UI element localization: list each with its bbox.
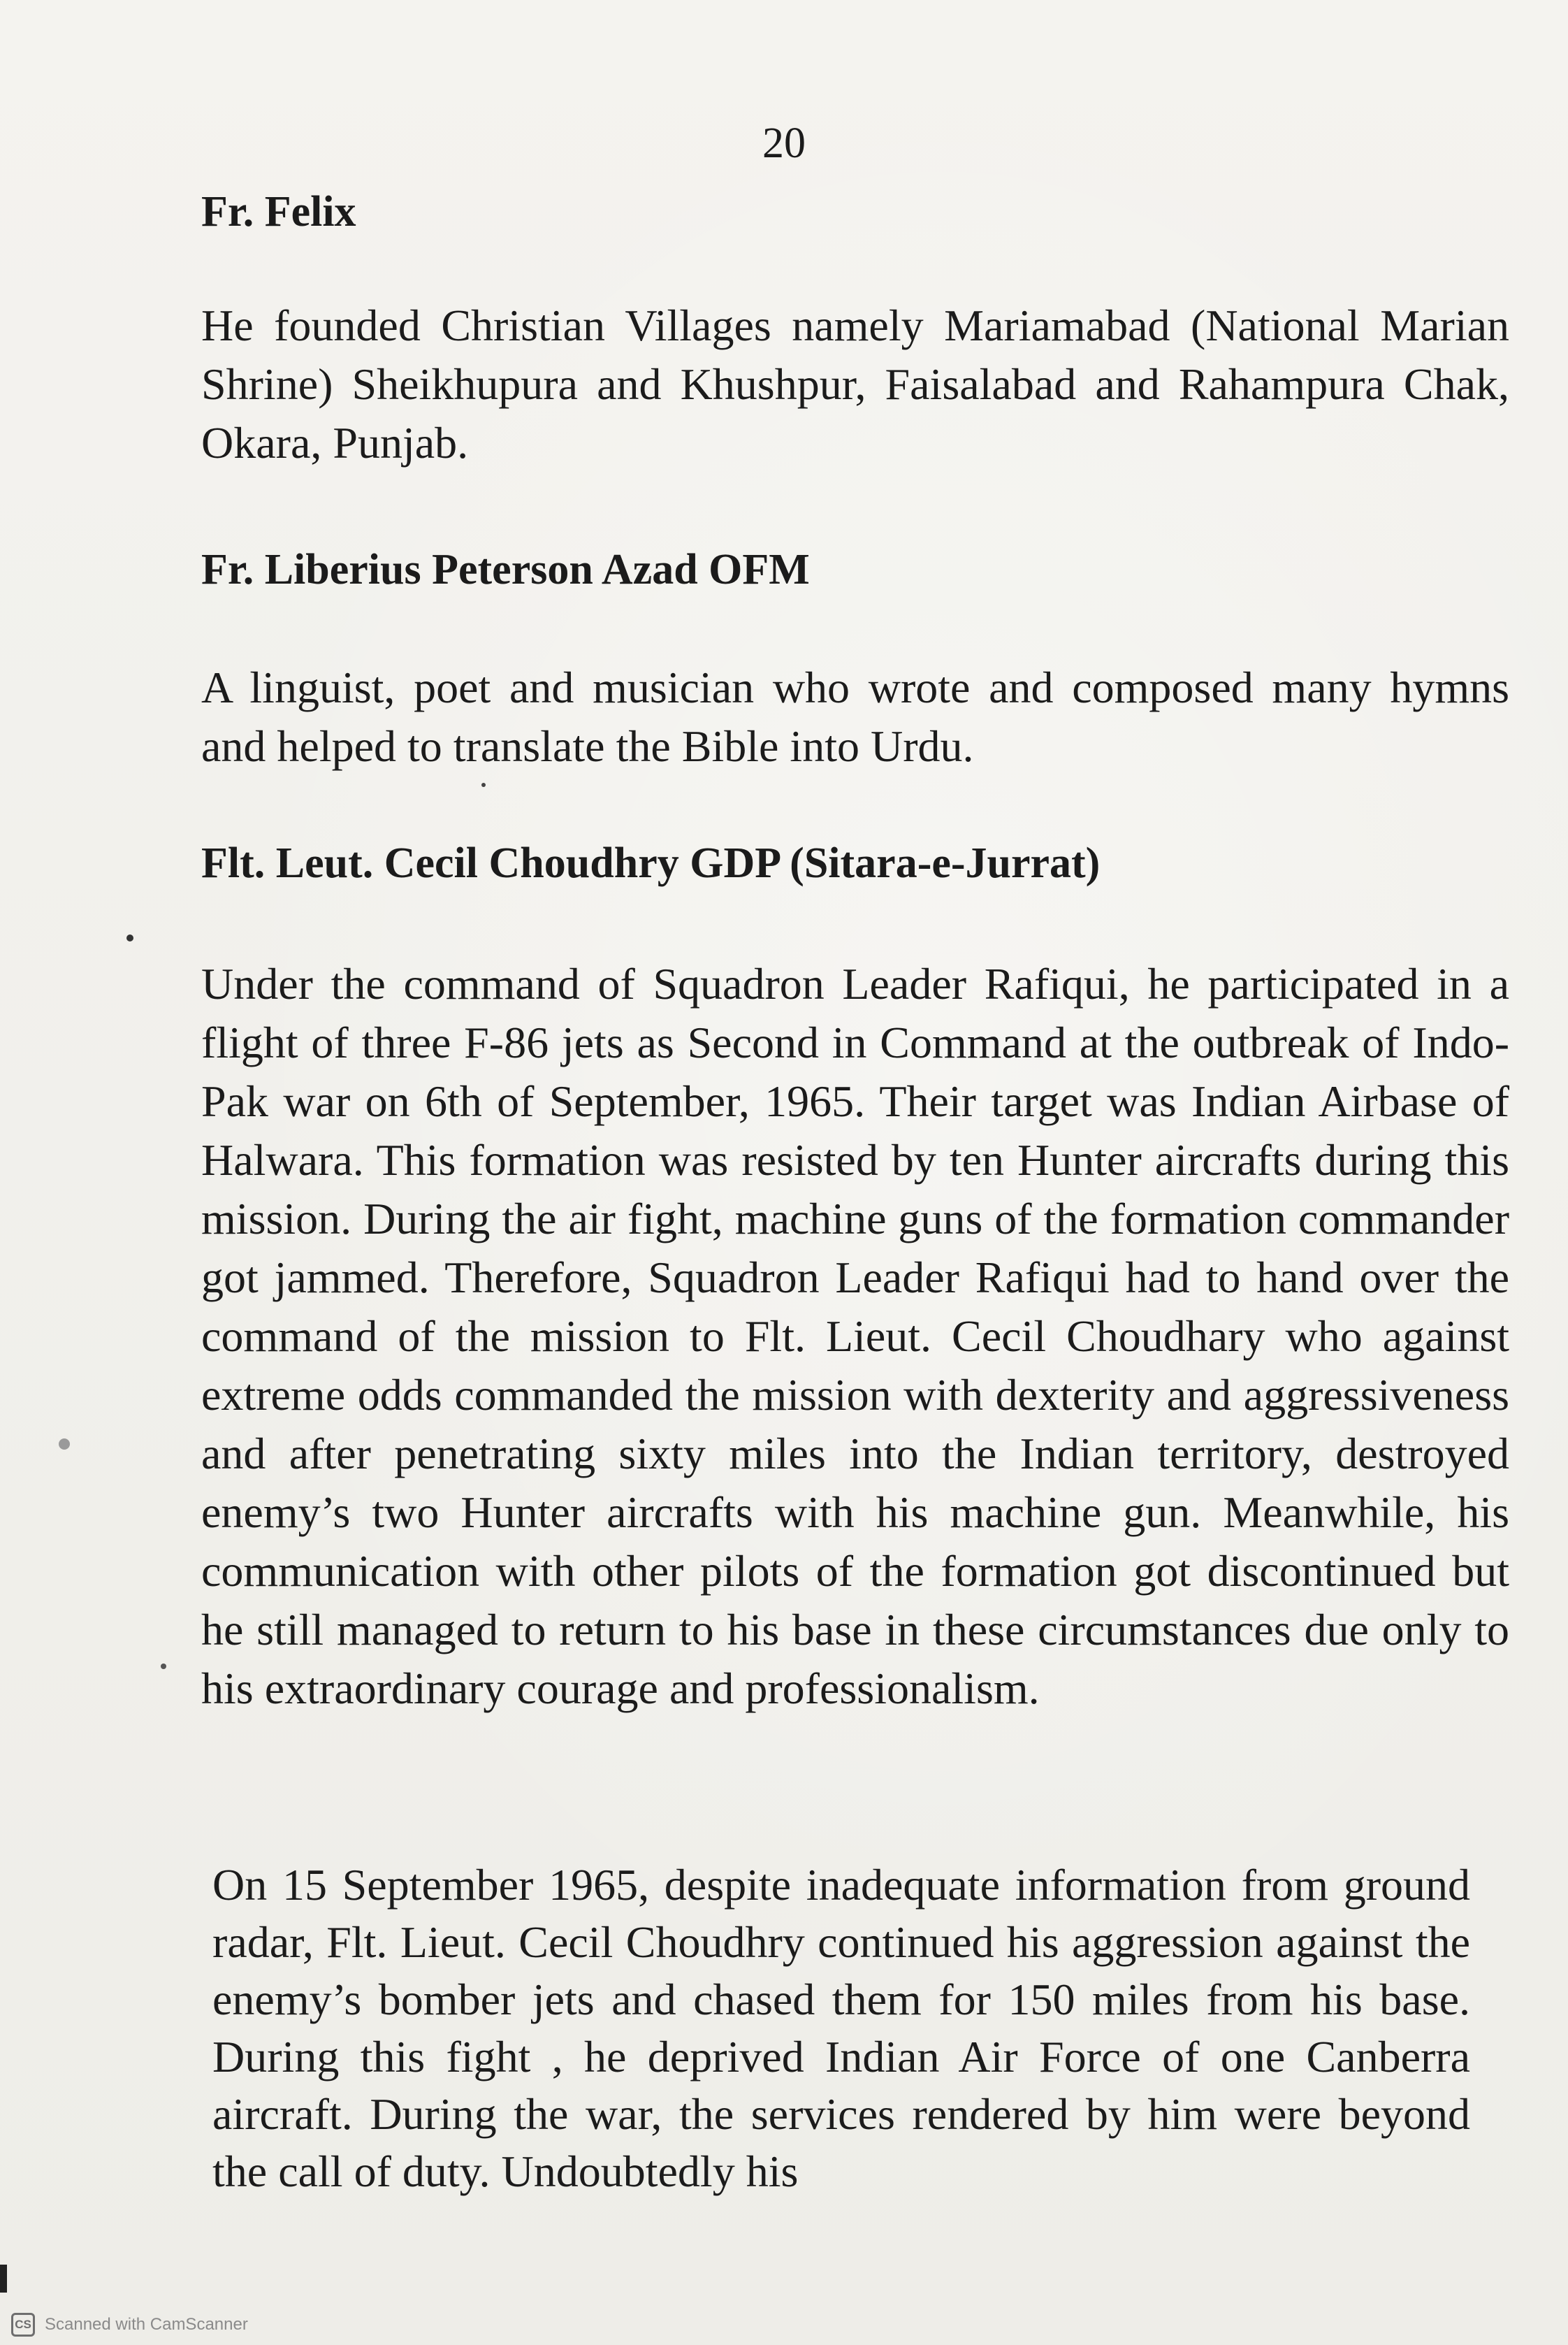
scanner-label: Scanned with CamScanner [45,2314,248,2334]
section-heading-fr-felix: Fr. Felix [201,188,356,236]
paragraph-fr-liberius: A linguist, poet and musician who wrote and composed many hymns and helped to translate the Bible into Urdu. [201,663,1509,771]
scanner-footer [0,2304,1568,2345]
section-heading-cecil-choudhry: Flt. Leut. Cecil Choudhry GDP (Sitara-e-Jurrat) [201,839,1101,887]
paragraph-cecil-choudhry-1: Under the command of Squadron Leader Rafiqui, he participated in a flight of three F-86 jets as Second in Command at the outbreak of Indo-Pak war on 6th of September, 1965. Their target was Indian Airbase of Halwara. This formation was resisted by ten Hunter aircrafts during this mission. During the air fight, machine guns of the formation commander got jammed. Therefore, Squadron Leader Rafiqui had to hand over the command of the mission to Flt. Lieut. Cecil Choudhary who against extreme odds commanded the mission with dexterity and aggressiveness and after penetrating sixty miles into the Indian territory, destroyed enemy’s two Hunter aircrafts with his machine gun. Meanwhile, his communication with other pilots of the formation got discontinued but he still managed to return to his base in these circumstances due only to his extraordinary courage and professionalism. [201,959,1509,1713]
section-heading-fr-liberius: Fr. Liberius Peterson Azad OFM [201,546,810,593]
paragraph-fr-felix: He founded Christian Villages namely Mariamabad (National Marian Shrine) Sheikhupura and Khushpur, Faisalabad and Rahampura Chak, Okara, Punjab. [201,301,1509,468]
page-number: 20 [762,120,806,167]
camscanner-logo-icon: CS [11,2313,35,2337]
paragraph-cecil-choudhry-2: On 15 September 1965, despite inadequate information from ground radar, Flt. Lieut. Cecil Choudhry continued his aggression against the enemy’s bomber jets and chased them for 150 miles from his base. During this fight , he deprived Indian Air Force of one Canberra aircraft. During the war, the services rendered by him were beyond the call of duty. Undoubtedly his [212,1860,1470,2196]
